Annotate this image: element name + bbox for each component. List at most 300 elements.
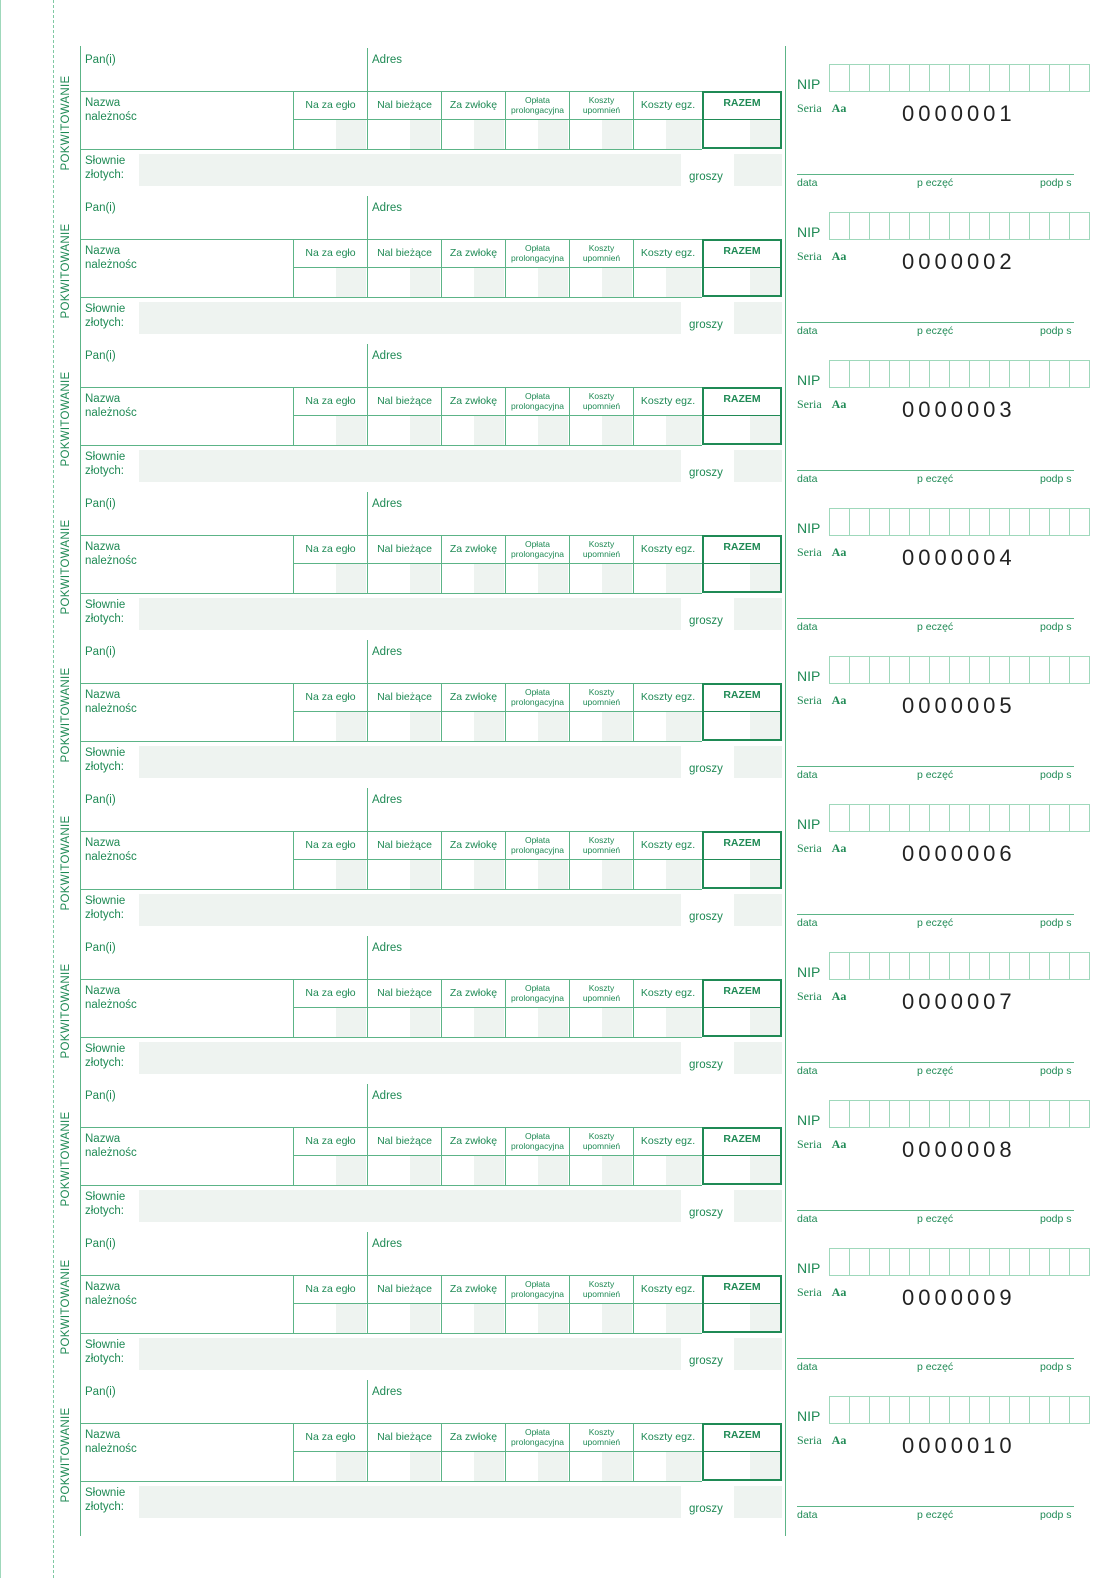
cents-cell[interactable] [538, 1304, 568, 1333]
nip-digit-cell[interactable] [930, 1100, 950, 1128]
cents-cell[interactable] [410, 1452, 440, 1481]
nazwa-label-1: Nazwa [85, 97, 121, 109]
slownie-field[interactable] [139, 302, 681, 334]
cents-cell[interactable] [474, 1304, 504, 1333]
razem-cents-cell[interactable] [750, 1156, 780, 1183]
slownie-field[interactable] [139, 1338, 681, 1370]
razem-cents-cell[interactable] [750, 1008, 780, 1035]
groszy-field[interactable] [734, 1486, 782, 1518]
groszy-field[interactable] [734, 1338, 782, 1370]
nip-digit-cell[interactable] [930, 804, 950, 832]
cents-cell[interactable] [666, 564, 701, 593]
pieczec-label: p eczęć [917, 1361, 954, 1373]
cents-cell[interactable] [336, 1452, 366, 1481]
nip-digit-cell[interactable] [850, 804, 870, 832]
nip-digit-cell[interactable] [890, 64, 910, 92]
nip-digit-cell[interactable] [870, 508, 890, 536]
cents-cell[interactable] [538, 712, 568, 741]
data-label: data [797, 621, 818, 633]
data-label: data [797, 1065, 818, 1077]
nazwa-label-2: należnośc [85, 407, 137, 419]
cents-cell[interactable] [602, 1156, 632, 1185]
nip-digit-cell[interactable] [1070, 656, 1090, 684]
cents-cell[interactable] [474, 1156, 504, 1185]
nazwa-label-1: Nazwa [85, 1281, 121, 1293]
nip-digit-cell[interactable] [1030, 508, 1050, 536]
cents-cell[interactable] [410, 564, 440, 593]
col-header: Opłata prolongacyjna [511, 95, 564, 115]
nip-digit-cell[interactable] [850, 1100, 870, 1128]
nip-digit-cell[interactable] [1010, 952, 1030, 980]
seria-text: Seria [797, 545, 822, 559]
nip-digit-cell[interactable] [829, 1100, 850, 1128]
razem-box[interactable] [702, 535, 782, 593]
cents-cell[interactable] [538, 120, 568, 149]
cents-cell[interactable] [538, 268, 568, 297]
nip-field[interactable] [829, 656, 1090, 684]
nip-field[interactable] [829, 1396, 1090, 1424]
cents-cell[interactable] [666, 712, 701, 741]
cents-cell[interactable] [336, 564, 366, 593]
cents-cell[interactable] [538, 1008, 568, 1037]
nip-label: NIP [797, 76, 821, 92]
nazwa-label-2: należnośc [85, 259, 137, 271]
nip-field[interactable] [829, 952, 1090, 980]
nip-digit-cell[interactable] [1070, 360, 1090, 388]
nip-digit-cell[interactable] [870, 1248, 890, 1276]
nip-digit-cell[interactable] [950, 952, 970, 980]
nip-digit-cell[interactable] [1070, 804, 1090, 832]
slownie-field[interactable] [139, 1042, 681, 1074]
cents-cell[interactable] [602, 268, 632, 297]
cents-cell[interactable] [538, 860, 568, 889]
nip-digit-cell[interactable] [1070, 1396, 1090, 1424]
col-header: Koszty egz. [640, 1282, 696, 1295]
cents-cell[interactable] [602, 860, 632, 889]
nip-digit-cell[interactable] [930, 1396, 950, 1424]
slownie-field[interactable] [139, 1486, 681, 1518]
razem-cents-cell[interactable] [750, 712, 780, 739]
cents-cell[interactable] [602, 564, 632, 593]
cents-cell[interactable] [474, 564, 504, 593]
nip-digit-cell[interactable] [1010, 508, 1030, 536]
cents-cell[interactable] [410, 712, 440, 741]
nip-digit-cell[interactable] [1050, 656, 1070, 684]
nip-digit-cell[interactable] [910, 64, 930, 92]
razem-cents-cell[interactable] [750, 416, 780, 443]
adres-label: Adres [372, 1090, 403, 1102]
nip-field[interactable] [829, 360, 1090, 388]
razem-cents-cell[interactable] [750, 268, 780, 295]
razem-box[interactable] [702, 1423, 782, 1481]
nip-digit-cell[interactable] [950, 508, 970, 536]
row-rule [81, 1333, 702, 1334]
col-header: Nal bieżące [377, 394, 432, 407]
slownie-field[interactable] [139, 598, 681, 630]
nip-digit-cell[interactable] [829, 64, 850, 92]
nip-digit-cell[interactable] [910, 656, 930, 684]
nip-digit-cell[interactable] [1010, 1396, 1030, 1424]
nip-digit-cell[interactable] [890, 952, 910, 980]
cents-cell[interactable] [336, 416, 366, 445]
razem-cents-cell[interactable] [750, 1304, 780, 1331]
cents-cell[interactable] [410, 1304, 440, 1333]
nip-digit-cell[interactable] [1050, 508, 1070, 536]
nip-digit-cell[interactable] [930, 656, 950, 684]
razem-cents-cell[interactable] [750, 860, 780, 887]
nip-digit-cell[interactable] [850, 64, 870, 92]
razem-box[interactable] [702, 1127, 782, 1185]
cents-cell[interactable] [666, 1452, 701, 1481]
col-header: Za zwłokę [449, 542, 498, 555]
nip-digit-cell[interactable] [829, 212, 850, 240]
nip-field[interactable] [829, 64, 1090, 92]
cents-cell[interactable] [602, 1008, 632, 1037]
nip-digit-cell[interactable] [950, 360, 970, 388]
nip-digit-cell[interactable] [829, 360, 850, 388]
razem-cents-cell[interactable] [750, 1452, 780, 1479]
pan-adres-divider [367, 1084, 368, 1127]
nip-field[interactable] [829, 508, 1090, 536]
cents-cell[interactable] [410, 1008, 440, 1037]
razem-box[interactable] [702, 387, 782, 445]
podpis-label: podp s [1040, 1065, 1072, 1077]
nip-digit-cell[interactable] [990, 952, 1010, 980]
cents-cell[interactable] [666, 1156, 701, 1185]
nip-digit-cell[interactable] [850, 508, 870, 536]
nip-digit-cell[interactable] [970, 360, 990, 388]
razem-box[interactable] [702, 831, 782, 889]
col-header: Za zwłokę [449, 98, 498, 111]
slownie-field[interactable] [139, 894, 681, 926]
nip-digit-cell[interactable] [950, 1396, 970, 1424]
nip-digit-cell[interactable] [930, 64, 950, 92]
nip-digit-cell[interactable] [950, 656, 970, 684]
nip-digit-cell[interactable] [990, 656, 1010, 684]
nip-digit-cell[interactable] [930, 212, 950, 240]
nip-digit-cell[interactable] [1050, 952, 1070, 980]
cents-cell[interactable] [474, 1008, 504, 1037]
nip-digit-cell[interactable] [970, 1396, 990, 1424]
seria-text: Seria [797, 1285, 822, 1299]
nip-digit-cell[interactable] [970, 212, 990, 240]
nip-digit-cell[interactable] [950, 1248, 970, 1276]
cents-cell[interactable] [602, 1452, 632, 1481]
nip-field[interactable] [829, 1248, 1090, 1276]
groszy-field[interactable] [734, 894, 782, 926]
seria-text: Seria [797, 249, 822, 263]
nip-digit-cell[interactable] [930, 360, 950, 388]
nip-digit-cell[interactable] [910, 360, 930, 388]
row-rule [81, 593, 702, 594]
nip-digit-cell[interactable] [910, 1396, 930, 1424]
nip-digit-cell[interactable] [1030, 1100, 1050, 1128]
groszy-field[interactable] [734, 598, 782, 630]
nip-digit-cell[interactable] [910, 1100, 930, 1128]
nip-label: NIP [797, 1408, 821, 1424]
cents-cell[interactable] [538, 564, 568, 593]
pan-adres-divider [367, 344, 368, 387]
receipt-number: 0000007 [902, 989, 1016, 1014]
nip-field[interactable] [829, 212, 1090, 240]
seria-label [797, 545, 846, 560]
cents-cell[interactable] [666, 860, 701, 889]
slownie-field[interactable] [139, 450, 681, 482]
nip-digit-cell[interactable] [1050, 1248, 1070, 1276]
cents-cell[interactable] [336, 1156, 366, 1185]
nip-label: NIP [797, 372, 821, 388]
nazwa-label-2: należnośc [85, 851, 137, 863]
nip-digit-cell[interactable] [910, 1248, 930, 1276]
nip-digit-cell[interactable] [1030, 656, 1050, 684]
nip-digit-cell[interactable] [850, 360, 870, 388]
slownie-label-1: Słownie [85, 1339, 126, 1351]
nip-field[interactable] [829, 1100, 1090, 1128]
nip-digit-cell[interactable] [1030, 1248, 1050, 1276]
nip-digit-cell[interactable] [870, 952, 890, 980]
nip-digit-cell[interactable] [890, 1100, 910, 1128]
nip-digit-cell[interactable] [1050, 1100, 1070, 1128]
cents-cell[interactable] [602, 712, 632, 741]
cents-cell[interactable] [410, 1156, 440, 1185]
nip-digit-cell[interactable] [990, 1396, 1010, 1424]
nip-digit-cell[interactable] [870, 1396, 890, 1424]
nazwa-label-1: Nazwa [85, 393, 121, 405]
nip-digit-cell[interactable] [850, 1396, 870, 1424]
nip-digit-cell[interactable] [930, 1248, 950, 1276]
nip-digit-cell[interactable] [1030, 212, 1050, 240]
nip-digit-cell[interactable] [950, 64, 970, 92]
nip-digit-cell[interactable] [1010, 1100, 1030, 1128]
nip-digit-cell[interactable] [1050, 212, 1070, 240]
cents-cell[interactable] [410, 120, 440, 149]
nip-digit-cell[interactable] [829, 1396, 850, 1424]
nip-digit-cell[interactable] [970, 1100, 990, 1128]
cents-cell[interactable] [336, 1304, 366, 1333]
nip-digit-cell[interactable] [1070, 952, 1090, 980]
nip-digit-cell[interactable] [1010, 212, 1030, 240]
stub-label: POKWITOWANIE [60, 1407, 72, 1503]
cents-cell[interactable] [666, 416, 701, 445]
nip-digit-cell[interactable] [1030, 64, 1050, 92]
seria-text: Seria [797, 1137, 822, 1151]
nip-digit-cell[interactable] [990, 804, 1010, 832]
nip-digit-cell[interactable] [829, 1248, 850, 1276]
nip-digit-cell[interactable] [970, 1248, 990, 1276]
col-header: Za zwłokę [449, 838, 498, 851]
slownie-field[interactable] [139, 1190, 681, 1222]
nip-digit-cell[interactable] [870, 1100, 890, 1128]
nip-digit-cell[interactable] [870, 804, 890, 832]
nip-digit-cell[interactable] [910, 952, 930, 980]
cents-cell[interactable] [602, 120, 632, 149]
adres-label: Adres [372, 1386, 403, 1398]
stub-label: POKWITOWANIE [60, 667, 72, 763]
cents-cell[interactable] [474, 416, 504, 445]
nip-digit-cell[interactable] [890, 656, 910, 684]
razem-box[interactable] [702, 979, 782, 1037]
pan-adres-divider [367, 1380, 368, 1423]
cents-cell[interactable] [602, 416, 632, 445]
seria-label [797, 249, 846, 264]
cents-cell[interactable] [474, 120, 504, 149]
nip-digit-cell[interactable] [890, 508, 910, 536]
cents-cell[interactable] [602, 1304, 632, 1333]
nip-digit-cell[interactable] [829, 952, 850, 980]
groszy-field[interactable] [734, 746, 782, 778]
nip-digit-cell[interactable] [1050, 804, 1070, 832]
slownie-label-1: Słownie [85, 895, 126, 907]
slownie-label-2: złotych: [85, 761, 124, 773]
nip-digit-cell[interactable] [890, 804, 910, 832]
nip-digit-cell[interactable] [870, 64, 890, 92]
cents-cell[interactable] [410, 860, 440, 889]
pan-label: Pan(i) [85, 202, 116, 214]
nip-digit-cell[interactable] [1030, 1396, 1050, 1424]
cents-cell[interactable] [538, 416, 568, 445]
nip-digit-cell[interactable] [990, 508, 1010, 536]
nip-digit-cell[interactable] [1050, 360, 1070, 388]
nip-digit-cell[interactable] [890, 1396, 910, 1424]
groszy-label: groszy [689, 319, 723, 331]
razem-cents-cell[interactable] [750, 564, 780, 591]
nip-digit-cell[interactable] [930, 952, 950, 980]
cents-cell[interactable] [336, 712, 366, 741]
nip-digit-cell[interactable] [850, 1248, 870, 1276]
signature-rule [797, 1358, 1074, 1359]
nip-digit-cell[interactable] [1050, 1396, 1070, 1424]
nip-digit-cell[interactable] [950, 212, 970, 240]
data-label: data [797, 917, 818, 929]
cents-cell[interactable] [336, 120, 366, 149]
pan-adres-divider [367, 492, 368, 535]
cents-cell[interactable] [474, 860, 504, 889]
slownie-field[interactable] [139, 154, 681, 186]
cents-cell[interactable] [666, 120, 701, 149]
groszy-field[interactable] [734, 1190, 782, 1222]
razem-cents-cell[interactable] [750, 120, 780, 147]
groszy-label: groszy [689, 467, 723, 479]
nip-digit-cell[interactable] [990, 212, 1010, 240]
nip-digit-cell[interactable] [950, 804, 970, 832]
razem-box[interactable] [702, 1275, 782, 1333]
razem-label: RAZEM [723, 393, 761, 405]
nip-digit-cell[interactable] [1010, 1248, 1030, 1276]
nip-digit-cell[interactable] [910, 804, 930, 832]
cents-cell[interactable] [336, 860, 366, 889]
nip-digit-cell[interactable] [970, 64, 990, 92]
nip-digit-cell[interactable] [870, 360, 890, 388]
nip-digit-cell[interactable] [1010, 64, 1030, 92]
cents-cell[interactable] [474, 268, 504, 297]
nip-digit-cell[interactable] [910, 212, 930, 240]
nip-digit-cell[interactable] [890, 212, 910, 240]
cents-cell[interactable] [666, 1304, 701, 1333]
nip-digit-cell[interactable] [990, 64, 1010, 92]
seria-label [797, 101, 846, 116]
nip-digit-cell[interactable] [1030, 804, 1050, 832]
nip-digit-cell[interactable] [970, 952, 990, 980]
nip-digit-cell[interactable] [890, 360, 910, 388]
cents-cell[interactable] [410, 416, 440, 445]
podpis-label: podp s [1040, 1213, 1072, 1225]
nazwa-label-2: należnośc [85, 703, 137, 715]
razem-box[interactable] [702, 239, 782, 297]
cents-cell[interactable] [336, 1008, 366, 1037]
nip-digit-cell[interactable] [1010, 804, 1030, 832]
pan-adres-divider [367, 788, 368, 831]
cents-cell[interactable] [474, 1452, 504, 1481]
seria-text: Seria [797, 101, 822, 115]
nip-digit-cell[interactable] [829, 804, 850, 832]
nip-digit-cell[interactable] [850, 656, 870, 684]
cents-cell[interactable] [538, 1156, 568, 1185]
cents-cell[interactable] [410, 268, 440, 297]
groszy-field[interactable] [734, 302, 782, 334]
seria-value: Aa [831, 545, 847, 559]
stub-label: POKWITOWANIE [60, 223, 72, 319]
nip-label: NIP [797, 1112, 821, 1128]
nip-digit-cell[interactable] [990, 1248, 1010, 1276]
nip-digit-cell[interactable] [990, 1100, 1010, 1128]
nip-field[interactable] [829, 804, 1090, 832]
nip-digit-cell[interactable] [1030, 952, 1050, 980]
groszy-field[interactable] [734, 450, 782, 482]
groszy-field[interactable] [734, 1042, 782, 1074]
col-header: Nal bieżące [377, 246, 432, 259]
nip-digit-cell[interactable] [1070, 508, 1090, 536]
slownie-field[interactable] [139, 746, 681, 778]
nip-digit-cell[interactable] [850, 212, 870, 240]
groszy-field[interactable] [734, 154, 782, 186]
seria-value: Aa [831, 693, 847, 707]
nip-digit-cell[interactable] [1010, 360, 1030, 388]
nip-digit-cell[interactable] [970, 508, 990, 536]
nip-digit-cell[interactable] [1050, 64, 1070, 92]
nip-digit-cell[interactable] [970, 656, 990, 684]
cents-cell[interactable] [474, 712, 504, 741]
nip-digit-cell[interactable] [1070, 1248, 1090, 1276]
nip-digit-cell[interactable] [850, 952, 870, 980]
nip-digit-cell[interactable] [990, 360, 1010, 388]
cents-cell[interactable] [336, 268, 366, 297]
nip-digit-cell[interactable] [870, 212, 890, 240]
nip-digit-cell[interactable] [930, 508, 950, 536]
nip-digit-cell[interactable] [1010, 656, 1030, 684]
nip-digit-cell[interactable] [890, 1248, 910, 1276]
nazwa-label-2: należnośc [85, 999, 137, 1011]
nip-digit-cell[interactable] [870, 656, 890, 684]
cents-cell[interactable] [538, 1452, 568, 1481]
pan-label: Pan(i) [85, 794, 116, 806]
razem-box[interactable] [702, 683, 782, 741]
nip-digit-cell[interactable] [829, 656, 850, 684]
nip-digit-cell[interactable] [910, 508, 930, 536]
slownie-label-2: złotych: [85, 317, 124, 329]
cents-cell[interactable] [666, 268, 701, 297]
col-header: Opłata prolongacyjna [511, 835, 564, 855]
nip-digit-cell[interactable] [1070, 212, 1090, 240]
cents-cell[interactable] [666, 1008, 701, 1037]
nip-digit-cell[interactable] [970, 804, 990, 832]
nip-digit-cell[interactable] [1070, 1100, 1090, 1128]
groszy-label: groszy [689, 763, 723, 775]
razem-box[interactable] [702, 91, 782, 149]
nip-digit-cell[interactable] [1070, 64, 1090, 92]
nip-digit-cell[interactable] [829, 508, 850, 536]
nip-digit-cell[interactable] [950, 1100, 970, 1128]
nip-digit-cell[interactable] [1030, 360, 1050, 388]
